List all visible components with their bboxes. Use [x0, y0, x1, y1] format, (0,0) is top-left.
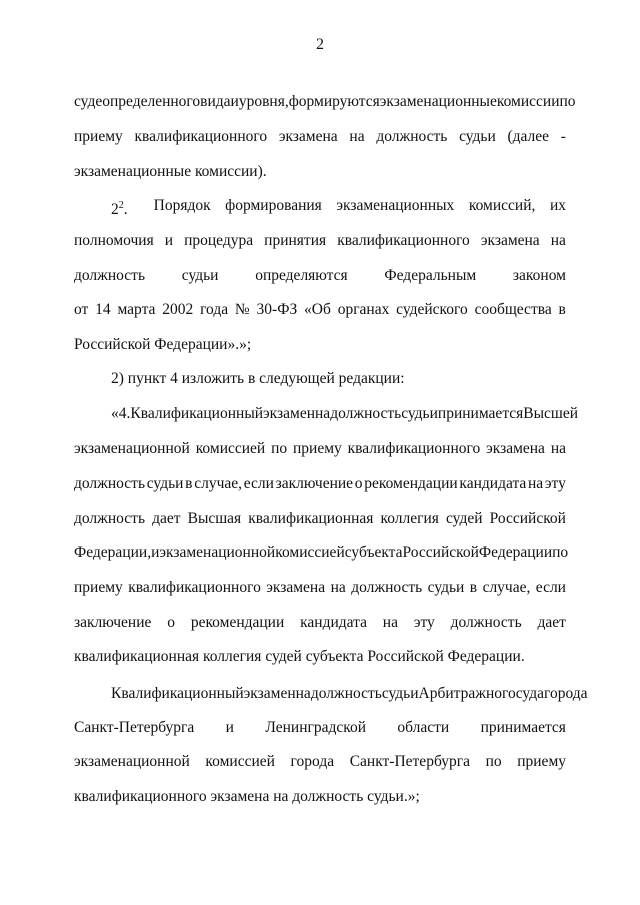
word: полномочия: [74, 232, 154, 249]
word: и: [164, 232, 174, 249]
word: города: [543, 685, 588, 702]
text-line: [74, 127, 566, 147]
word: по: [559, 93, 576, 110]
word: комиссии: [496, 93, 560, 110]
word: кандидата: [459, 475, 527, 492]
paragraph-2-2-first-line: [111, 196, 566, 220]
word: дает: [537, 614, 566, 631]
word: коллегия: [380, 510, 439, 527]
word: и: [225, 719, 234, 736]
text-line: [74, 474, 566, 494]
word: экзаменационных: [336, 197, 455, 214]
word: Федерации,: [74, 544, 152, 561]
word: экзамена: [266, 579, 326, 596]
text-line: [111, 684, 588, 704]
word: экзаменационной: [74, 753, 190, 770]
word: судей: [446, 510, 483, 527]
word: экзамен: [243, 685, 296, 702]
clause-text-rest: [154, 196, 566, 220]
word: квалификационного: [134, 128, 268, 145]
word: приему: [74, 128, 123, 145]
word: формирования: [225, 197, 322, 214]
word: на: [550, 440, 566, 457]
word: должность: [74, 267, 146, 284]
word: судьи: [146, 475, 184, 492]
word: субъекта: [344, 544, 403, 561]
word: комиссией: [275, 544, 345, 561]
word: случае,: [194, 475, 243, 492]
word: должность: [74, 475, 146, 492]
word: принятия: [264, 232, 327, 249]
word: квалификационного: [128, 579, 261, 596]
word: по: [271, 440, 288, 457]
word: случае,: [482, 579, 531, 596]
word: Санкт-Петербурга: [74, 719, 195, 736]
word: Федеральным: [384, 267, 477, 284]
word: экзамена: [486, 440, 545, 457]
item-2-heading: 2) пункт 4 изложить в следующей редакции:: [111, 370, 405, 387]
text-line: [74, 578, 566, 598]
word: судьи: [401, 405, 438, 422]
word: на: [330, 579, 346, 596]
word: определяются: [255, 267, 348, 284]
text-line: Российской Федерации».»;: [74, 336, 252, 353]
word: законом: [512, 267, 566, 284]
word: города: [290, 753, 335, 770]
word: области: [397, 719, 450, 736]
word: о: [354, 475, 363, 492]
text-line: [74, 543, 569, 563]
word: Квалификационный: [111, 685, 244, 702]
word: должность: [450, 614, 522, 631]
word: Высшая: [187, 510, 242, 527]
word: (далее: [507, 128, 550, 145]
word: и: [151, 544, 160, 561]
word: квалификационного: [337, 232, 470, 249]
word: экзаменационные: [379, 93, 497, 110]
text-line: [74, 613, 566, 633]
text-line: [74, 752, 566, 772]
word: дает: [152, 510, 181, 527]
text-line: [74, 300, 566, 320]
page-number: 2: [316, 36, 324, 53]
word: и: [230, 93, 239, 110]
word: судейского: [396, 301, 468, 318]
word: Арбитражного: [418, 685, 516, 702]
text-line: [74, 509, 566, 529]
word: Ленинградской: [265, 719, 367, 736]
word: должность: [330, 405, 402, 422]
word: на: [382, 614, 398, 631]
word: года: [200, 301, 229, 318]
word: на: [349, 128, 365, 145]
word: должность: [74, 510, 146, 527]
word: приему: [74, 579, 123, 596]
word: судьи: [381, 685, 419, 702]
text-line: [74, 439, 566, 459]
word: суда: [515, 685, 544, 702]
text-line: [74, 718, 566, 738]
word: принимается: [437, 405, 524, 422]
text-line: квалификационного экзамена на должность судьи.»;: [74, 788, 420, 805]
word: экзамена: [278, 128, 338, 145]
word: экзамена: [480, 232, 540, 249]
word: «4.: [111, 405, 131, 422]
word: должность: [376, 128, 448, 145]
word: приему: [517, 753, 566, 770]
word: на: [550, 232, 566, 249]
word: судьи: [181, 267, 219, 284]
word: в: [185, 475, 193, 492]
word: о: [167, 614, 175, 631]
word: Квалификационный: [130, 405, 264, 422]
word: заключение: [275, 475, 354, 492]
word: Федерации: [478, 544, 553, 561]
word: комиссией: [195, 440, 266, 457]
text-line: [74, 92, 576, 112]
word: в: [558, 301, 566, 318]
word: судьи: [459, 128, 496, 145]
word: кандидата: [300, 614, 367, 631]
word: комиссией: [205, 753, 275, 770]
word: Порядок: [153, 197, 211, 214]
word: на: [295, 685, 311, 702]
word: по: [552, 544, 569, 561]
word: -: [560, 128, 566, 145]
text-line: квалификационная коллегия судей субъекта Российской Федерации.: [74, 648, 525, 665]
word: 30-ФЗ: [256, 301, 298, 318]
word: вида: [200, 93, 231, 110]
word: 14: [95, 301, 111, 318]
word: эту: [544, 475, 566, 492]
word: уровня,: [238, 93, 289, 110]
text-line: экзаменационные комиссии).: [74, 163, 267, 180]
word: экзаменационной: [74, 440, 190, 457]
word: квалификационного: [347, 440, 481, 457]
word: процедура: [184, 232, 254, 249]
word: по: [485, 753, 502, 770]
word: рекомендации: [364, 475, 458, 492]
word: на: [315, 405, 331, 422]
word: должность: [310, 685, 382, 702]
word: судьи: [427, 579, 465, 596]
word: «Об: [304, 301, 331, 318]
word: экзаменационной: [159, 544, 276, 561]
word: Высшей: [523, 405, 579, 422]
word: их: [549, 197, 566, 214]
word: определенного: [102, 93, 201, 110]
word: формируются: [288, 93, 380, 110]
word: марта: [117, 301, 156, 318]
word: органах: [337, 301, 390, 318]
word: если: [535, 579, 566, 596]
word: комиссий,: [468, 197, 536, 214]
word: Российской: [402, 544, 479, 561]
word: заключение: [74, 614, 152, 631]
text-line: [74, 266, 566, 286]
text-line: [111, 404, 579, 424]
clause-number: $2^2$.: [111, 200, 128, 218]
word: Санкт-Петербурга: [349, 753, 470, 770]
word: №: [234, 301, 250, 318]
word: Российской: [489, 510, 566, 527]
word: если: [243, 475, 274, 492]
text-line: [74, 231, 566, 251]
word: от: [74, 301, 89, 318]
word: сообщества: [474, 301, 552, 318]
word: в: [469, 579, 478, 596]
word: должность: [351, 579, 423, 596]
word: квалификационная: [248, 510, 374, 527]
word: 2002: [162, 301, 194, 318]
word: рекомендации: [190, 614, 285, 631]
word: суде: [74, 93, 103, 110]
word: на: [528, 475, 544, 492]
word: эту: [413, 614, 435, 631]
word: приему: [292, 440, 342, 457]
word: экзамен: [263, 405, 315, 422]
word: принимается: [480, 719, 566, 736]
